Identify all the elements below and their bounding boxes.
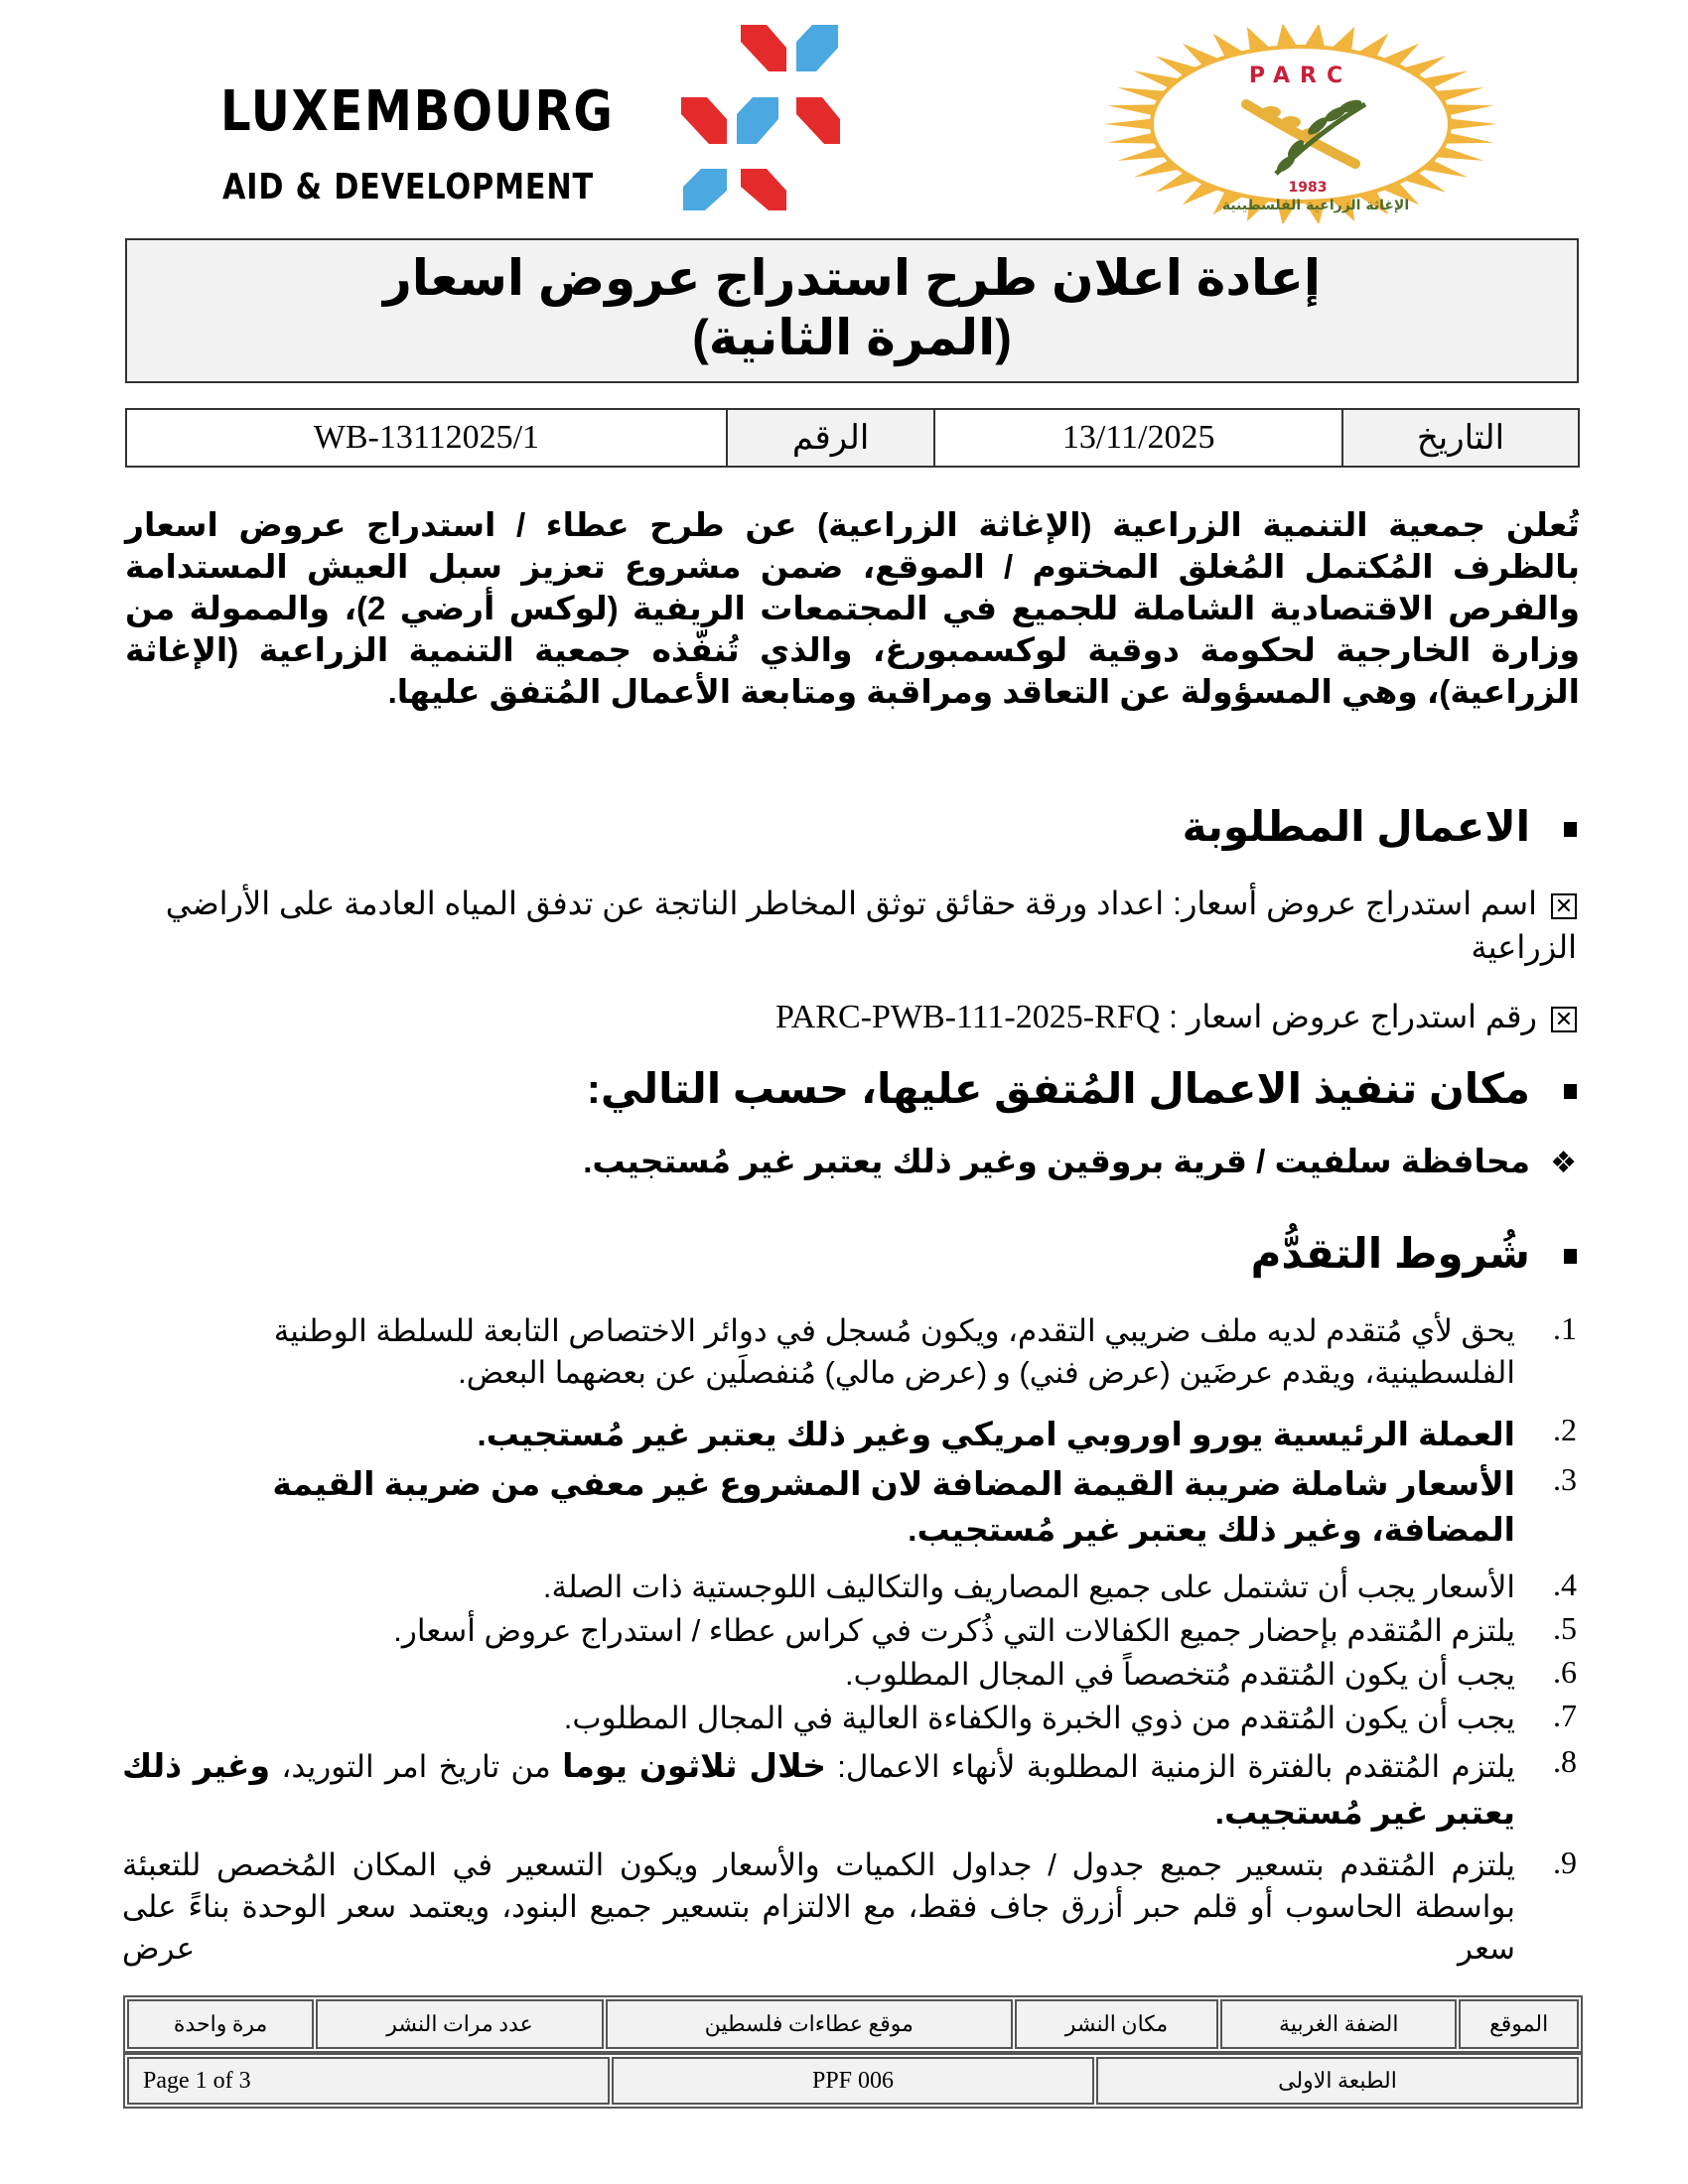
- footer-publish-count-value: مرة واحدة: [127, 1999, 314, 2049]
- parc-year: 1983: [1288, 180, 1328, 196]
- sun-ray: [1445, 133, 1493, 144]
- parc-logo: [1097, 25, 1504, 223]
- mark-red-1: [741, 25, 786, 71]
- section-heading-works: الاعمال المطلوبة: [1183, 802, 1577, 851]
- condition-item-2: 2. العملة الرئيسية يورو اوروبي امريكي وغير ذلك يعتبر غير مُستجيب.: [477, 1412, 1577, 1452]
- location-item: ❖محافظة سلفيت / قرية بروقين وغير ذلك يعتبر غير مُستجيب.: [583, 1143, 1577, 1179]
- rfq-name-value: اعداد ورقة حقائق توثق المخاطر الناتجة عن تدفق المياه العادمة على الأراضي الزراعية: [165, 886, 1577, 965]
- condition-item-7: 7. يجب أن يكون المُتقدم من ذوي الخبرة والكفاءة العالية في المجال المطلوب.: [563, 1698, 1577, 1735]
- footer-document-table: [123, 2053, 1583, 2109]
- date-label: التاريخ: [1342, 409, 1579, 467]
- square-bullet-icon: [1564, 1084, 1577, 1099]
- sun-ray: [1107, 133, 1156, 144]
- mark-blue-3: [683, 169, 727, 210]
- logo-text-aid-development: AID & DEVELOPMENT: [222, 167, 595, 207]
- rfq-name-label: اسم استدراج عروض أسعار:: [1173, 886, 1537, 921]
- intro-paragraph: تُعلن جمعية التنمية الزراعية (الإغاثة الزراعية) عن طرح عطاء / استدراج عروض اسعار بالظرف المُكتمل المُغلق المختوم / الموقع، ضمن مشروع تعزيز سبل العيش المستدامة والفرص الاقتصادية الشاملة للجميع في المجتمعات الريفية (لوكس أرضي 2)، والممولة من وزارة الخارجية لحكومة دوقية لوكسمبورغ، والذي تُنفّذه جمعية التنمية الزراعية (الإغاثة الزراعية)، وهي المسؤولة عن التعاقد ومراقبة ومتابعة الأعمال المُتفق عليها.: [125, 506, 1580, 710]
- luxembourg-cross-mark-icon: [679, 20, 858, 213]
- rfq-number-label: رقم استدراج عروض اسعار :: [1169, 999, 1537, 1034]
- footer-publication-table: [123, 1995, 1583, 2053]
- mark-blue-2: [737, 97, 778, 144]
- footer-page-number: Page 1 of 3: [127, 2057, 610, 2105]
- footer-location-value: الضفة الغربية: [1220, 1999, 1457, 2049]
- condition-item-5: 5. يلتزم المُتقدم بإحضار جميع الكفالات التي ذُكرت في كراس عطاء / استدراج عروض أسعار.: [393, 1610, 1577, 1648]
- mark-blue-1: [796, 25, 838, 71]
- condition-item-9: 9. يلتزم المُتقدم بتسعير جميع جدول / جداول الكميات والأسعار ويكون التسعير في المكان المُخصص للتعبئة بواسطة الحاسوب أو قلم حبر أزرق جاف فقط، مع الالتزام بتسعير جميع البنود، ويعتمد سعر الوحدة بناءً على سعر عرض: [122, 1844, 1577, 1966]
- sun-ray: [1450, 119, 1497, 130]
- footer-form-code: PPF 006: [612, 2057, 1094, 2105]
- date-value: 13/11/2025: [934, 409, 1342, 467]
- section-heading-location: مكان تنفيذ الاعمال المُتفق عليها، حسب التالي:: [587, 1064, 1577, 1113]
- footer-edition: الطبعة الاولى: [1096, 2057, 1579, 2105]
- square-bullet-icon: [1564, 822, 1577, 837]
- deadline-emphasis: خلال ثلاثون يوما: [562, 1747, 826, 1784]
- sun-ray: [1107, 104, 1156, 115]
- number-value: WB-13112025/1: [126, 409, 727, 467]
- parc-acronym: PARC: [1248, 64, 1353, 88]
- announcement-title-box: [125, 238, 1579, 383]
- section-heading-conditions: شُروط التقدُّم: [1251, 1229, 1577, 1278]
- mark-red-4: [741, 169, 786, 210]
- rfq-number-value: PARC-PWB-111-2025-RFQ: [774, 999, 1161, 1035]
- page-subtitle: (المرة الثانية): [692, 310, 1012, 365]
- footer-publish-place-value: موقع عطاءات فلسطين: [606, 1999, 1013, 2049]
- footer-publish-count-label: عدد مرات النشر: [316, 1999, 604, 2049]
- diamond-bullet-icon: ❖: [1550, 1147, 1577, 1179]
- condition-item-4: 4. الأسعار يجب أن تشتمل على جميع المصاريف والتكاليف اللوجستية ذات الصلة.: [542, 1567, 1577, 1604]
- condition-item-3: 3. الأسعار شاملة ضريبة القيمة المضافة لان المشروع غير معفي من ضريبة القيمة المضافة، وغير ذلك يعتبر غير مُستجيب.: [272, 1461, 1577, 1548]
- parc-arabic-name: الإغاثة الزراعية الفلسطينية: [1221, 198, 1410, 213]
- number-label: الرقم: [727, 409, 935, 467]
- sun-ray: [1104, 119, 1152, 130]
- sun-ray: [1304, 25, 1325, 48]
- mark-red-3: [796, 97, 840, 144]
- checked-box-icon: ✕: [1551, 1007, 1577, 1032]
- condition-item-1: 1. يحق لأي مُتقدم لديه ملف ضريبي التقدم، ويكون مُسجل في دوائر الاختصاص التابعة للسلطة الوطنية الفلسطينية، ويقدم عرضَين (عرض فني) و (عرض مالي) مُنفصلَين عن بعضهما البعض.: [273, 1310, 1577, 1390]
- footer-location-label: الموقع: [1459, 1999, 1579, 2049]
- condition-item-8: 8. يلتزم المُتقدم بالفترة الزمنية المطلوبة لأنهاء الاعمال: خلال ثلاثون يوما من تاريخ امر التوريد، وغير ذلك يعتبر غير مُستجيب.: [122, 1743, 1577, 1831]
- sun-ray: [1445, 104, 1493, 115]
- luxembourg-aid-logo: [220, 79, 647, 213]
- sun-ray: [1277, 25, 1298, 48]
- page-title: إعادة اعلان طرح استدراج عروض اسعار: [382, 250, 1322, 306]
- reference-info-table: [125, 408, 1580, 468]
- rfq-number-item: [775, 995, 1577, 1039]
- square-bullet-icon: [1564, 1249, 1577, 1264]
- logo-text-luxembourg: LUXEMBOURG: [220, 79, 615, 144]
- rfq-name-item: [122, 882, 1577, 969]
- mark-red-2: [681, 97, 727, 144]
- checked-box-icon: ✕: [1551, 893, 1577, 919]
- condition-item-6: 6. يجب أن يكون المُتقدم مُتخصصاً في المجال المطلوب.: [844, 1654, 1577, 1692]
- footer-publish-place-label: مكان النشر: [1015, 1999, 1219, 2049]
